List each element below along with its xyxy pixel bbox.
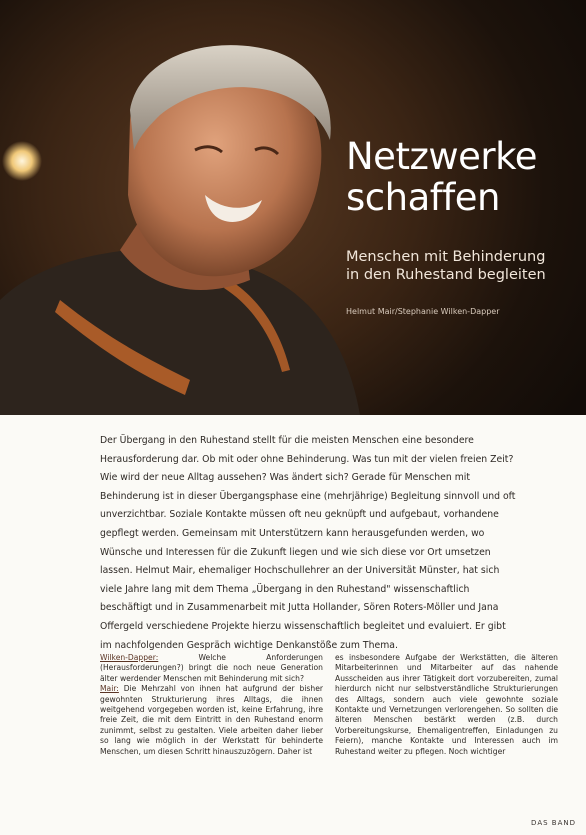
subtitle-line: Menschen mit Behinderung [346,249,546,265]
answer-continuation: es insbesondere Aufgabe der Werkstätten, die älteren Mitarbeiterinnen und Mitarbeiter auf das nahende Ausscheiden aus ihrer Tätigkeit dort vorzubereiten, zumal hierdurch nicht nur selbstverständliche Strukturierungen des Alltags, sondern auch viele gewohnte soziale Kontakte und Vernetzungen verlorengehen. So sollten die älteren Menschen bestärkt werden (z.B. durch Vorbereitungskurse, Ehemaligentreffen, Einladungen zu Feiern), manche Kontakte und Interessen auch im Ruhestand weiter zu pflegen. Noch wichtiger [335,653,558,756]
intro-paragraph: Der Übergang in den Ruhestand stellt für die meisten Menschen eine besondere Herausforderung dar. Ob mit oder ohne Behinderung. Was tun mit der vielen freien Zeit? Wie wird der neue Alltag aussehen? Was ändert sich? Gerade für Menschen mit Behinderung ist in dieser Übergangsphase eine (mehrjährige) Begleitung sinnvoll und oft unverzichtbar. Soziale Kontakte müssen oft neu geknüpft und aufgebaut, vorhandene gepflegt werden. Gemeinsam mit Unterstützern kann herausgefunden werden, wo Wünsche und Interessen für die Zukunft liegen und wie sich diese vor Ort umsetzen lassen. Helmut Mair, ehemaliger Hochschullehrer an der Universität Münster, hat sich viele Jahre lang mit dem Thema „Übergang in den Ruhestand" wissenschaftlich beschäftigt und in Zusammenarbeit mit Jutta Hollander, Sören Roters-Möller und Jana Offergeld verschiedene Projekte hierzu wissenschaftlich begleitet und evaluiert. Er gibt im nachfolgenden Gespräch wichtige Denkanstöße zum Thema. [100,435,516,651]
article-authors: Helmut Mair/Stephanie Wilken-Dapper [346,307,500,316]
question-paragraph [100,653,323,684]
subtitle-line: in den Ruhestand begleiten [346,267,546,283]
answer-paragraph [100,684,323,757]
question-text: Welche Anforderungen (Herausforderungen?) bringt die noch neue Generation älter werdender Menschen mit Behinderung mit sich? [100,653,323,683]
interview-column-left [100,653,323,757]
answer-text: Die Mehrzahl von ihnen hat aufgrund der bisher gewohnten Strukturierung ihres Alltags, die ihnen weitgehend vorgegeben worden ist, keine Erfahrung, ihre freie Zeit, die mit dem Eintritt in den Ruhestand enorm zunimmt, selbst zu gestalten. Viele arbeiten daher lieber so lang wie möglich in der Werkstatt für behinderte Menschen, um diesen Schritt hinauszuzögern. Daher ist [100,684,323,756]
interview-column-right [335,653,558,757]
speaker-label: Wilken-Dapper: [100,653,159,662]
lamp-light [2,141,42,181]
speaker-label: Mair: [100,684,119,694]
interview-columns [100,653,558,757]
article-subtitle [346,248,546,284]
title-line: Netzwerke [346,135,537,178]
article-title [346,136,537,218]
title-line: schaffen [346,176,501,219]
magazine-footer: DAS BAND [531,819,576,827]
hero-photo [0,0,586,415]
